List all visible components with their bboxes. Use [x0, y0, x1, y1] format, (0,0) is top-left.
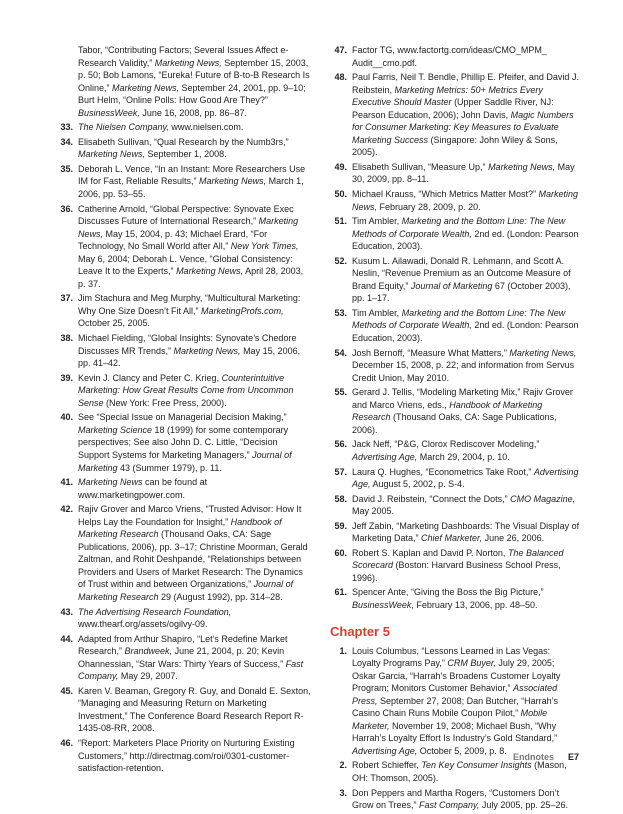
endnote-number: 53. — [334, 307, 347, 318]
right-notes-list — [330, 44, 580, 612]
endnote — [56, 411, 311, 474]
endnote-number: 41. — [60, 477, 73, 488]
endnote-text: Jeff Zabin, “Marketing Dashboards: The Visual Display of Marketing Data,” Chief Marketer, June 26, 2006. — [352, 520, 580, 544]
endnote-text: Don Peppers and Martha Rogers, “Customers Don’t Grow on Trees,” Fast Company, July 2005, pp. 25–26. — [352, 787, 568, 811]
endnote-text: Adapted from Arthur Shapiro, “Let’s Redefine Market Research,” Brandweek, June 21, 2004, p. 20; Kevin Ohannessian, “Star Wars: Thirty Years of Success,” Fast Company, May 29, 2007. — [78, 633, 304, 682]
endnote — [330, 645, 580, 758]
endnote-text: “Report: Marketers Place Priority on Nurturing Existing Customers,” http://directmag.com/roi/0301-customer-satisfaction-retention. — [78, 737, 295, 774]
endnote — [56, 332, 311, 370]
chapter-heading: Chapter 5 — [330, 623, 390, 639]
endnote — [56, 136, 311, 161]
endnote-number: 50. — [334, 189, 347, 200]
endnote-text: Elisabeth Sullivan, “Qual Research by the Numb3rs,” Marketing News, September 1, 2008. — [78, 136, 289, 160]
endnote — [330, 255, 580, 305]
endnote-text: Factor TG, www.factortg.com/ideas/CMO_MPM_ Audit__cmo.pdf. — [352, 45, 547, 68]
endnote-number: 59. — [334, 520, 347, 531]
endnote-number: 57. — [334, 466, 347, 477]
endnote-number: 51. — [334, 216, 347, 227]
endnote — [56, 121, 311, 134]
endnote-text: Jim Stachura and Meg Murphy, “Multicultural Marketing: Why One Size Doesn’t Fit All,” MarketingProfs.com, October 25, 2005. — [78, 293, 301, 329]
page-number: E7 — [567, 752, 579, 762]
endnote-number: 58. — [334, 493, 347, 504]
endnote — [56, 44, 311, 119]
endnote — [330, 787, 580, 812]
endnote-number: 43. — [60, 606, 73, 617]
endnote-number: 45. — [60, 685, 73, 696]
endnote — [330, 44, 580, 69]
endnote — [330, 520, 580, 545]
endnote-text: Rajiv Grover and Marco Vriens, “Trusted Advisor: How It Helps Lay the Foundation for Insight,” Handbook of Marketing Research (Thousand Oaks, CA: Sage Publications, 2006), pp. 3–17; Christine Moorman, Gerald Zaltman, and Rohit Deshpandé, “Relationships between Providers and Users of Market Research: The Dynamics of Trust within and between Organizations,” Journal of Marketing Research 29 (August 1992), pp. 314–28. — [78, 504, 308, 602]
endnote-text: The Nielsen Company, www.nielsen.com. — [78, 122, 244, 133]
endnote — [56, 737, 311, 775]
endnote-number: 47. — [334, 45, 347, 55]
endnote-text: Karen V. Beaman, Gregory R. Guy, and Donald E. Sexton, “Managing and Measuring Return on Marketing Investment,” The Conference Board Research Report R-1435-08-RR, 2008. — [78, 685, 311, 734]
endnote-number: 1. — [339, 645, 347, 656]
endnote-text: See “Special Issue on Managerial Decision Making,” Marketing Science 18 (1999) for some contemporary perspectives; See also John D. C. Little, “Decision Support Systems for Marketing Managers,” Journal of Marketing 43 (Summer 1979), p. 11. — [78, 412, 292, 473]
endnote-text: Tim Ambler, Marketing and the Bottom Line: The New Methods of Corporate Wealth, 2nd ed. (London: Pearson Education, 2003). — [352, 216, 579, 252]
endnote-text: Michael Krauss, “Which Metrics Matter Most?” Marketing News, February 28, 2009, p. 20. — [352, 189, 579, 212]
endnote — [330, 215, 580, 253]
endnote-text: Tim Ambler, Marketing and the Bottom Line: The New Methods of Corporate Wealth, 2nd ed. (London: Pearson Education, 2003). — [352, 307, 579, 344]
endnote-text: Kusum L. Ailawadi, Donald R. Lehmann, and Scott A. Neslin, “Revenue Premium as an Outcome Measure of Brand Equity,” Journal of Marketing 67 (October 2003), pp. 1–17. — [352, 255, 571, 304]
endnote-text: Paul Farris, Neil T. Bendle, Phillip E. Pfeifer, and David J. Reibstein, Marketing Metrics: 50+ Metrics Every Executive Should Master (Upper Saddle River, NJ: Pearson Education, 2006); John Davis, Magic Numbers for Consumer Marketing: Key Measures to Evaluate Marketing Success (Singapore: John Wiley & Sons, 2005). — [352, 72, 579, 158]
endnote-text: Catherine Arnold, “Global Perspective: Synovate Exec Discusses Future of International Research,” Marketing News, May 15, 2004, p. 43; Michael Erard, “For Technology, No Small World after All,” New York Times, May 6, 2004; Deborah L. Vence, “Global Consistency: Leave It to the Experts,” Marketing News, April 28, 2003, p. 37. — [78, 203, 304, 289]
endnote-number: 46. — [60, 737, 73, 748]
endnote — [56, 685, 311, 735]
endnote-text: Robert Schieffer, Ten Key Consumer Insights (Mason, OH: Thomson, 2005). — [352, 760, 567, 783]
endnote — [330, 161, 580, 186]
endnote-text: David J. Reibstein, “Connect the Dots,” CMO Magazine, May 2005. — [352, 493, 576, 517]
endnote — [56, 292, 311, 330]
endnote — [330, 547, 580, 585]
chapter-notes-list — [330, 645, 580, 812]
endnote-text: Laura Q. Hughes, “Econometrics Take Root,” Advertising Age, August 5, 2002, p. S-4. — [352, 466, 579, 490]
endnote — [330, 188, 580, 213]
left-column — [56, 44, 311, 777]
endnote-number: 61. — [334, 587, 347, 598]
endnote — [56, 633, 311, 683]
endnote-text: Robert S. Kaplan and David P. Norton, The Balanced Scorecard (Boston: Harvard Business School Press, 1996). — [352, 547, 564, 583]
endnote-number: 39. — [60, 372, 73, 383]
endnote-number: 38. — [60, 333, 73, 344]
endnote-text: Jack Neff, “P&G, Clorox Rediscover Modeling,” Advertising Age, March 29, 2004, p. 10. — [352, 439, 540, 462]
endnote-number: 56. — [334, 439, 347, 450]
endnote-number: 49. — [334, 161, 347, 172]
endnote-number: 48. — [334, 72, 347, 83]
endnote — [56, 503, 311, 603]
endnote-text: Elisabeth Sullivan, “Measure Up,” Marketing News, May 30, 2009, pp. 8–11. — [352, 161, 575, 185]
endnote-number: 44. — [60, 633, 73, 644]
endnote-number: 42. — [60, 504, 73, 515]
endnote-text: Michael Fielding, “Global Insights: Synovate’s Chedore Discusses MR Trends,” Marketing News, May 15, 2006, pp. 41–42. — [78, 333, 301, 369]
right-column — [330, 44, 580, 814]
endnote — [56, 372, 311, 410]
endnote-text: Kevin J. Clancy and Peter C. Krieg, Counterintuitive Marketing: How Great Results Come from Uncommon Sense (New York: Free Press, 2000). — [78, 372, 294, 408]
endnote — [56, 476, 311, 501]
endnote — [56, 606, 311, 631]
endnote — [330, 466, 580, 491]
endnote-text: Tabor, “Contributing Factors; Several Issues Affect e-Research Validity,” Marketing News, September 15, 2003, p. 50; Bob Lamons, “Eureka! Future of B-to-B Research Is Online,” Marketing News, September 24, 2001, pp. 9–10; Burt Helm, “Online Polls: How Good Are They?” BusinessWeek, June 16, 2008, pp. 86–87. — [78, 45, 310, 118]
endnote-text: Spencer Ante, “Giving the Boss the Big Picture,” BusinessWeek, February 13, 2006, pp. 48–50. — [352, 587, 544, 610]
endnote-number: 2. — [339, 760, 347, 771]
endnote — [330, 493, 580, 518]
endnote — [56, 203, 311, 291]
endnote-number: 52. — [334, 255, 347, 266]
endnote-number: 3. — [339, 787, 347, 798]
endnote-text: Louis Columbus, “Lessons Learned in Las Vegas: Loyalty Programs Pay,” CRM Buyer, July 29, 2005; Oskar Garcia, “Harrah’s Broadens Customer Loyalty Program; Monitors Customer Behavior,” Associated Press, September 27, 2008; Dan Butcher, “Harrah’s Casino Chain Runs Mobile Coupon Pilot,” Mobile Marketer, November 19, 2008; Michael Bush, “Why Harrah’s Loyalty Effort Is Industry’s Gold Standard,” Advertising Age, October 5, 2009, p. 8. — [352, 645, 561, 756]
endnote — [330, 307, 580, 345]
endnote — [330, 759, 580, 784]
endnote-text: Marketing News can be found at www.marketingpower.com. — [78, 477, 208, 500]
endnote-number: 36. — [60, 203, 73, 214]
endnote-number: 55. — [334, 387, 347, 398]
endnote-number: 37. — [60, 293, 73, 304]
endnote-text: Deborah L. Vence, “In an Instant: More Researchers Use IM for Fast, Reliable Results,” Marketing News, March 1, 2006, pp. 53–55. — [78, 163, 306, 200]
endnote — [330, 347, 580, 385]
page-footer — [513, 752, 579, 762]
endnote-text: The Advertising Research Foundation, www.thearf.org/assets/ogilvy-09. — [78, 606, 232, 630]
footer-label: Endnotes — [512, 752, 554, 762]
endnote-number: 35. — [60, 163, 73, 174]
endnote — [330, 386, 580, 436]
endnote-number: 54. — [334, 347, 347, 358]
endnote-number: 33. — [60, 122, 73, 133]
endnote — [330, 71, 580, 159]
endnote — [330, 586, 580, 611]
endnote-number: 40. — [60, 412, 73, 423]
endnote-text: Josh Bernoff, “Measure What Matters,” Marketing News, December 15, 2008, p. 22; and information from Servus Credit Union, May 2010. — [352, 347, 577, 383]
endnote — [56, 163, 311, 201]
endnote-text: Gerard J. Tellis, “Modeling Marketing Mix,” Rajiv Grover and Marco Vriens, eds., Handbook of Marketing Research (Thousand Oaks, CA: Sage Publications, 2006). — [352, 387, 573, 435]
endnote-number: 60. — [334, 547, 347, 558]
endnote-number: 34. — [60, 136, 73, 147]
endnote — [330, 438, 580, 463]
